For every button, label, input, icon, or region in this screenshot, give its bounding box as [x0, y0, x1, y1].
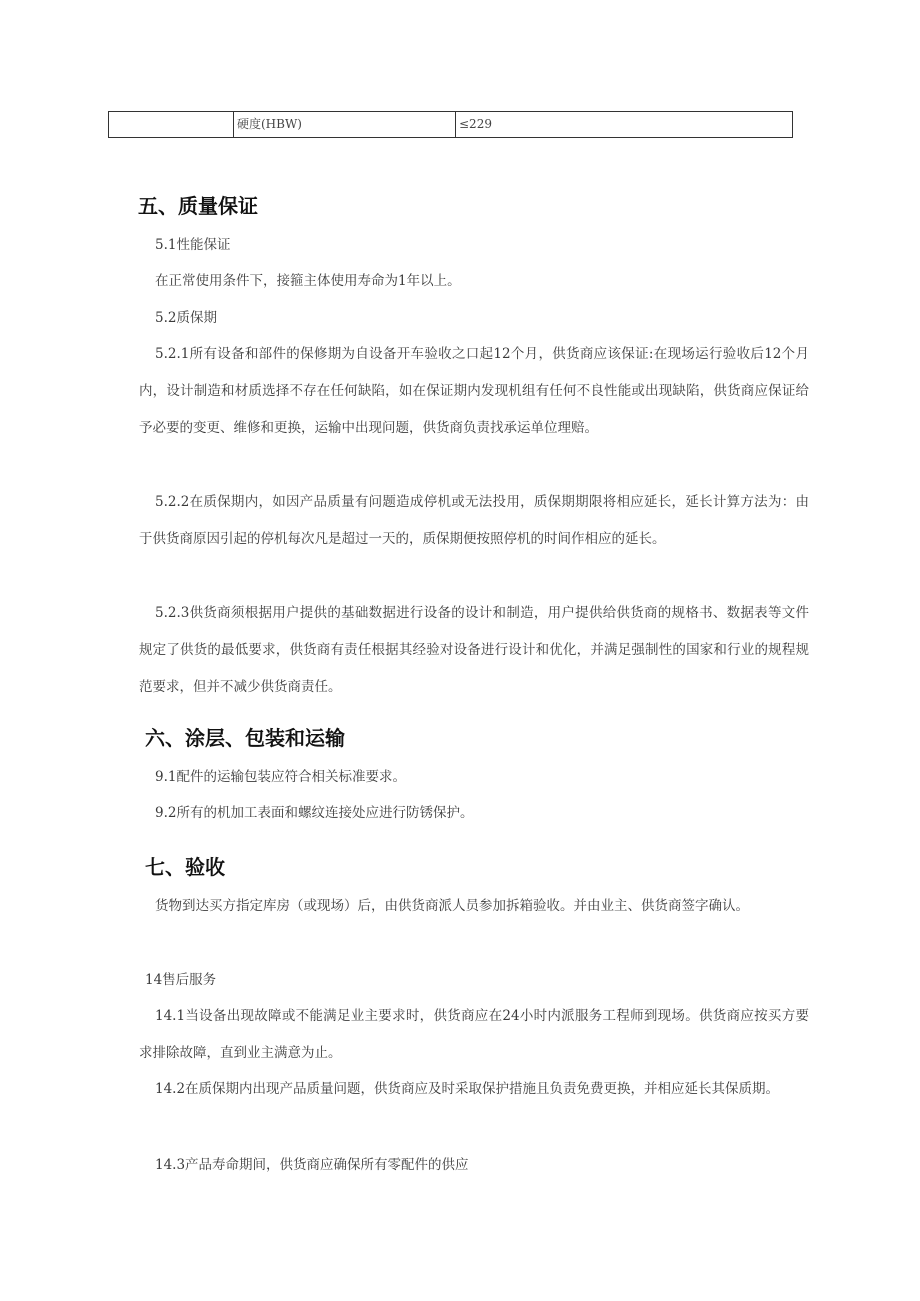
- table-row: [109, 112, 793, 138]
- heading-acceptance: 七、验收: [145, 855, 225, 879]
- paragraph-5-2-3: 5.2.3供货商须根据用户提供的基础数据进行设备的设计和制造，用户提供给供货商的规格书、数据表等文件规定了供货的最低要求，供货商有责任根据其经验对设备进行设计和优化，并满足强制性的国家和行业的规程规范要求，但并不减少供货商责任。: [139, 605, 809, 695]
- subheading-5-1: 5.1性能保证: [155, 237, 231, 253]
- table-cell-value: ≤229: [456, 112, 793, 138]
- paragraph-acceptance: 货物到达买方指定库房（或现场）后，由供货商派人员参加拆箱验收。并由业主、供货商签字确认。: [155, 898, 749, 914]
- heading-coating-packaging: 六、涂层、包装和运输: [145, 726, 345, 750]
- paragraph-14-2: 14.2在质保期内出现产品质量问题，供货商应及时采取保护措施且负责免费更换，并相应延长其保质期。: [155, 1081, 780, 1097]
- paragraph-9-1: 9.1配件的运输包装应符合相关标准要求。: [155, 769, 406, 785]
- paragraph-5-2-2: 5.2.2在质保期内，如因产品质量有问题造成停机或无法投用，质保期期限将相应延长，延长计算方法为：由于供货商原因引起的停机每次凡是超过一天的，质保期便按照停机的时间作相应的延长。: [139, 494, 809, 547]
- paragraph-5-1: 在正常使用条件下，接箍主体使用寿命为1年以上。: [155, 273, 461, 289]
- heading-quality-assurance: 五、质量保证: [138, 194, 258, 218]
- table-cell-blank: [109, 112, 234, 138]
- subheading-5-2: 5.2质保期: [155, 310, 217, 326]
- paragraph-5-2-1: 5.2.1所有设备和部件的保修期为自设备开车验收之口起12个月，供货商应该保证:在现场运行验收后12个月内，设计制造和材质选择不存在任何缺陷，如在保证期内发现机组有任何不良性能或出现缺陷，供货商应保证给予必要的变更、维修和更换，运输中出现问题，供货商负责找承运单位理赔。: [139, 346, 809, 436]
- spec-table: [108, 111, 793, 138]
- paragraph-14-1: 14.1当设备出现故障或不能满足业主要求时，供货商应在24小时内派服务工程师到现场。供货商应按买方要求排除故障，直到业主满意为止。: [139, 1008, 809, 1061]
- table-cell-property: 硬度(HBW): [234, 112, 456, 138]
- subheading-after-sales: 14售后服务: [145, 972, 217, 988]
- paragraph-14-3: 14.3产品寿命期间，供货商应确保所有零配件的供应: [155, 1157, 469, 1173]
- paragraph-9-2: 9.2所有的机加工表面和螺纹连接处应进行防锈保护。: [155, 805, 474, 821]
